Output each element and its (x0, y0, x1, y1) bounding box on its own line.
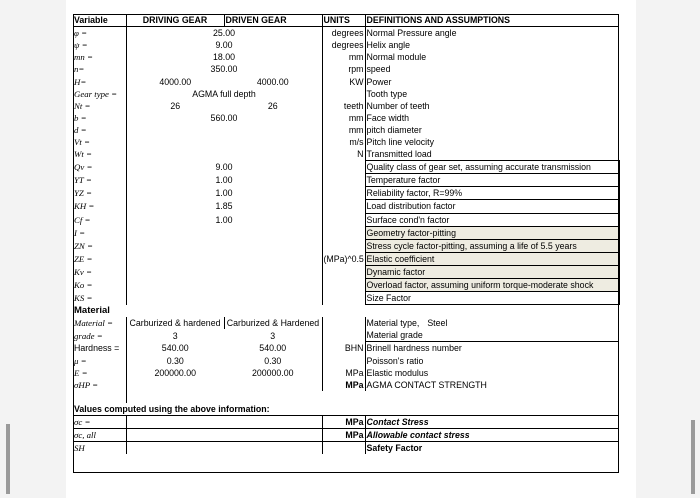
variable-cell[interactable]: n= (73, 63, 126, 75)
driving-value-cell[interactable] (126, 265, 224, 278)
table-row (73, 174, 619, 187)
material-variable-cell[interactable]: Hardness = (73, 342, 126, 355)
definition-cell[interactable]: Geometry factor-pitting (365, 226, 619, 239)
driven-value-cell[interactable] (224, 124, 322, 136)
variable-cell[interactable]: ψ = (73, 39, 126, 51)
gear-design-table (73, 14, 620, 454)
definition-cell[interactable]: Helix angle (366, 40, 411, 51)
variable-cell[interactable]: Cf = (73, 213, 126, 226)
unit-cell[interactable]: degrees (322, 39, 365, 51)
driving-value-cell[interactable] (126, 124, 224, 136)
table-row (73, 213, 619, 226)
material-definition-cell[interactable]: Material grade (365, 329, 619, 342)
definition-cell[interactable]: Temperature factor (365, 174, 619, 187)
definition-cell[interactable]: Elastic coefficient (365, 252, 619, 265)
material-heading-row (73, 305, 619, 318)
variable-cell[interactable]: φ = (73, 27, 126, 40)
material-driven-cell[interactable]: 3 (270, 330, 276, 341)
unit-cell[interactable] (322, 88, 365, 100)
driving-value-cell[interactable] (126, 292, 224, 305)
header-row (73, 14, 619, 27)
table-row (73, 63, 619, 75)
variable-cell[interactable]: b = (73, 112, 126, 124)
table-row (73, 100, 619, 112)
driven-value-cell[interactable] (224, 226, 322, 239)
shared-value-cell[interactable]: 1.00 (215, 188, 233, 199)
computed-driving-cell[interactable] (126, 442, 224, 455)
definition-cell[interactable]: Stress cycle factor-pitting, assuming a life of 5.5 years (365, 239, 619, 252)
material-driving-cell[interactable]: 0.30 (166, 355, 184, 366)
header-units: UNITS (322, 14, 365, 27)
unit-cell[interactable]: teeth (322, 100, 365, 112)
material-definition-cell[interactable]: Brinell hardness number (366, 343, 462, 354)
driving-value-cell[interactable] (126, 278, 224, 291)
table-row (73, 265, 619, 278)
variable-cell[interactable]: I = (73, 226, 126, 239)
material-unit-cell[interactable] (322, 355, 365, 367)
header-driven-gear: DRIVEN GEAR (224, 14, 322, 27)
computed-driving-cell[interactable] (126, 416, 224, 429)
variable-cell[interactable]: mn = (73, 51, 126, 63)
variable-cell[interactable]: ZE = (73, 252, 126, 265)
shared-value-cell[interactable]: 18.00 (212, 52, 235, 63)
definition-cell[interactable]: Face width (366, 112, 410, 123)
table-row (73, 112, 619, 124)
computed-heading: Values computed using the above information: (74, 403, 270, 414)
computed-unit-cell[interactable]: MPa (322, 429, 365, 442)
material-variable-cell[interactable]: Material = (73, 317, 126, 329)
computed-definition-cell[interactable]: Safety Factor (365, 442, 619, 455)
unit-cell[interactable] (322, 161, 365, 174)
material-row (73, 379, 619, 391)
definition-cell[interactable]: speed (366, 64, 391, 75)
unit-cell[interactable] (322, 292, 365, 305)
shared-value-cell[interactable]: 1.00 (215, 214, 233, 225)
table-row (73, 187, 619, 200)
table-row (73, 148, 619, 161)
driven-value-cell[interactable]: 26 (267, 100, 278, 111)
table-row (73, 136, 619, 148)
definition-cell[interactable]: Number of teeth (366, 100, 430, 111)
table-row (73, 124, 619, 136)
right-scrollbar[interactable] (691, 420, 695, 494)
definition-cell[interactable]: Pitch line velocity (366, 136, 434, 147)
definition-cell[interactable]: Surface cond'n factor (365, 213, 619, 226)
table-row (73, 239, 619, 252)
header-variable: Variable (73, 14, 126, 27)
unit-cell[interactable] (322, 200, 365, 213)
variable-cell[interactable]: YT = (73, 174, 126, 187)
material-type-label: Material type, (366, 318, 420, 329)
material-heading: Material (74, 304, 110, 316)
definition-cell[interactable]: Dynamic factor (365, 265, 619, 278)
shared-value-cell[interactable]: AGMA full depth (192, 88, 256, 99)
table-row (73, 51, 619, 63)
definition-cell[interactable]: Size Factor (365, 292, 619, 305)
driven-value-cell[interactable] (224, 278, 322, 291)
material-row (73, 355, 619, 367)
computed-unit-cell[interactable] (322, 442, 365, 455)
material-driving-cell[interactable] (126, 379, 224, 391)
variable-cell[interactable]: ZN = (73, 239, 126, 252)
definition-cell[interactable]: Normal Pressure angle (366, 28, 457, 39)
unit-cell[interactable]: degrees (322, 27, 365, 40)
variable-cell[interactable]: Nt = (73, 100, 126, 112)
definition-cell[interactable]: Quality class of gear set, assuming accurate transmission (365, 161, 619, 174)
shared-value-cell[interactable]: 1.85 (215, 201, 233, 212)
header-definitions: DEFINITIONS AND ASSUMPTIONS (365, 14, 619, 27)
table-row (73, 200, 619, 213)
material-driven-cell[interactable]: Carburized & Hardened (226, 318, 320, 329)
table-row (73, 292, 619, 305)
unit-cell[interactable]: mm (322, 124, 365, 136)
table-row (73, 39, 619, 51)
definition-cell[interactable]: Power (366, 76, 392, 87)
unit-cell[interactable] (322, 174, 365, 187)
driven-value-cell[interactable]: 4000.00 (256, 76, 289, 87)
material-definition-cell[interactable]: Elastic modulus (366, 367, 429, 378)
driven-value-cell[interactable] (224, 252, 322, 265)
table-row (73, 75, 619, 87)
shared-value-cell[interactable]: 9.00 (215, 40, 233, 51)
driving-value-cell[interactable]: 4000.00 (159, 76, 192, 87)
definition-cell[interactable]: Normal module (366, 52, 427, 63)
material-definition-cell[interactable]: AGMA CONTACT STRENGTH (366, 379, 487, 390)
header-driving-gear: DRIVING GEAR (126, 14, 224, 27)
material-driving-cell[interactable]: 200000.00 (154, 367, 197, 378)
material-driven-cell[interactable]: 540.00 (259, 343, 287, 354)
computed-variable-cell[interactable]: σc, all (73, 429, 126, 442)
unit-cell[interactable] (322, 265, 365, 278)
unit-cell[interactable]: mm (322, 112, 365, 124)
computed-variable-cell[interactable]: SH (73, 442, 126, 455)
shared-value-cell[interactable]: 1.00 (215, 175, 233, 186)
variable-cell[interactable]: YZ = (73, 187, 126, 200)
driven-value-cell[interactable] (224, 292, 322, 305)
variable-cell[interactable]: d = (73, 124, 126, 136)
unit-cell[interactable] (322, 213, 365, 226)
table-row (73, 88, 619, 100)
material-driven-cell[interactable]: 0.30 (264, 355, 282, 366)
definition-cell[interactable]: Load distribution factor (365, 200, 619, 213)
driven-value-cell[interactable] (224, 239, 322, 252)
variable-cell[interactable]: Wt = (73, 148, 126, 161)
table-row (73, 27, 619, 40)
unit-cell[interactable]: rpm (322, 63, 365, 75)
left-scrollbar[interactable] (6, 424, 10, 494)
computed-driven-cell[interactable] (224, 442, 322, 455)
computed-heading-row (73, 403, 619, 416)
definition-cell[interactable]: Transmitted load (366, 149, 432, 160)
unit-cell[interactable]: mm (322, 51, 365, 63)
computed-row (73, 429, 619, 442)
table-row (73, 161, 619, 174)
driving-value-cell[interactable] (126, 252, 224, 265)
driving-value-cell[interactable] (126, 148, 224, 161)
computed-definition-cell[interactable]: Contact Stress (365, 416, 619, 429)
driving-value-cell[interactable] (126, 239, 224, 252)
material-unit-cell[interactable]: BHN (322, 342, 365, 355)
material-row (73, 317, 619, 329)
computed-driven-cell[interactable] (224, 416, 322, 429)
unit-cell[interactable] (322, 239, 365, 252)
shared-value-cell[interactable]: 9.00 (215, 162, 233, 173)
material-row (73, 367, 619, 379)
driven-value-cell[interactable] (224, 148, 322, 161)
definition-cell[interactable]: pitch diameter (366, 124, 422, 135)
computed-row (73, 416, 619, 429)
material-unit-cell[interactable]: MPa (322, 367, 365, 379)
material-definition-cell[interactable]: Poisson's ratio (366, 355, 424, 366)
computed-driving-cell[interactable] (126, 429, 224, 442)
material-variable-cell[interactable]: grade = (73, 329, 126, 342)
material-unit-cell[interactable] (322, 329, 365, 342)
material-definition-cell[interactable] (365, 317, 619, 329)
computed-unit-cell[interactable]: MPa (322, 416, 365, 429)
computed-variable-cell[interactable]: σc = (73, 416, 126, 429)
unit-cell[interactable] (322, 226, 365, 239)
material-type-value: Steel (427, 318, 448, 329)
table-row (73, 252, 619, 265)
unit-cell[interactable]: (MPa)^0.5 (323, 253, 364, 264)
material-row (73, 329, 619, 342)
material-driven-cell[interactable]: 200000.00 (251, 367, 294, 378)
material-driving-cell[interactable]: 3 (172, 330, 178, 341)
shared-value-cell[interactable]: 560.00 (210, 112, 238, 123)
computed-driven-cell[interactable] (224, 429, 322, 442)
material-row (73, 342, 619, 355)
definition-cell[interactable]: Overload factor, assuming uniform torque-moderate shock (365, 278, 619, 291)
driven-value-cell[interactable] (224, 136, 322, 148)
computed-definition-cell[interactable]: Allowable contact stress (365, 429, 619, 442)
variable-cell[interactable]: Vt = (73, 136, 126, 148)
computed-row (73, 442, 619, 455)
spacer-row (73, 391, 619, 403)
material-variable-cell[interactable]: σHP = (73, 379, 126, 391)
unit-cell[interactable]: m/s (322, 136, 365, 148)
table-row (73, 278, 619, 291)
material-driving-cell[interactable]: Carburized & hardened (126, 317, 224, 329)
unit-cell[interactable]: KW (322, 75, 365, 87)
material-variable-cell[interactable]: E = (73, 367, 126, 379)
material-unit-cell[interactable]: MPa (322, 379, 365, 391)
shared-value-cell[interactable]: 25.00 (212, 28, 235, 39)
unit-cell[interactable] (322, 187, 365, 200)
variable-cell[interactable]: Kv = (73, 265, 126, 278)
definition-cell[interactable]: Reliability factor, R=99% (365, 187, 619, 200)
variable-cell[interactable]: Qv = (73, 161, 126, 174)
shared-value-cell[interactable]: 350.00 (210, 64, 238, 75)
variable-cell[interactable]: KH = (73, 200, 126, 213)
driving-value-cell[interactable] (126, 136, 224, 148)
variable-cell[interactable]: H= (73, 75, 126, 87)
variable-cell[interactable]: Ko = (73, 278, 126, 291)
driven-value-cell[interactable] (224, 265, 322, 278)
unit-cell[interactable] (322, 278, 365, 291)
driving-value-cell[interactable] (126, 226, 224, 239)
material-variable-cell[interactable]: μ = (73, 355, 126, 367)
variable-cell[interactable]: Gear type = (73, 88, 126, 100)
material-unit-cell[interactable] (322, 317, 365, 329)
driving-value-cell[interactable]: 26 (170, 100, 181, 111)
table-row (73, 226, 619, 239)
variable-cell[interactable]: KS = (73, 292, 126, 305)
material-driven-cell[interactable] (224, 379, 322, 391)
unit-cell[interactable]: N (322, 148, 365, 161)
material-driving-cell[interactable]: 540.00 (161, 343, 189, 354)
definition-cell[interactable]: Tooth type (366, 88, 408, 99)
